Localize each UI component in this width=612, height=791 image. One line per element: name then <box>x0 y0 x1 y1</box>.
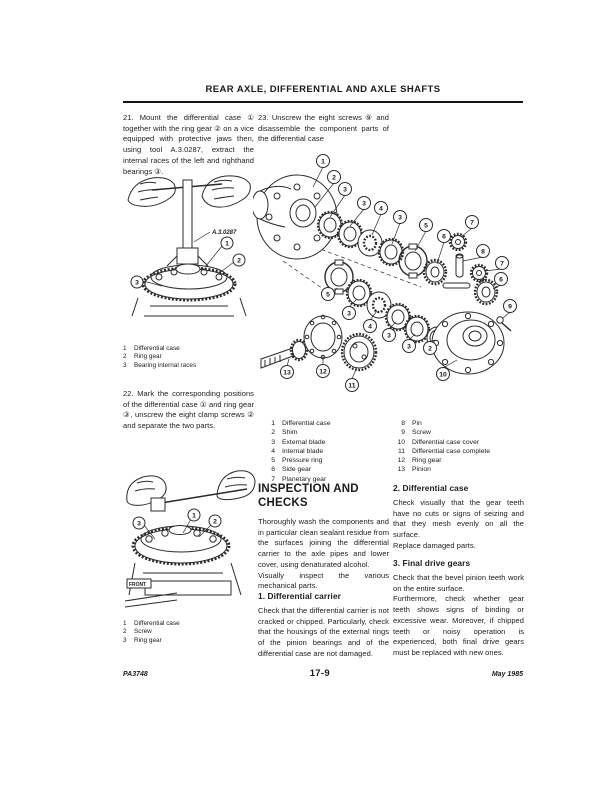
svg-text:2: 2 <box>213 518 217 526</box>
svg-text:7: 7 <box>470 219 474 227</box>
part-pin <box>456 254 463 277</box>
diagram-callout <box>364 320 377 333</box>
publication-date: May 1985 <box>491 671 523 678</box>
inspection-section <box>258 483 389 592</box>
figure1-caption <box>123 345 254 370</box>
page-number: 17-9 <box>309 668 330 679</box>
figure2-caption <box>123 620 254 645</box>
diagram-callout <box>466 216 479 229</box>
inspection-heading: INSPECTION AND CHECKS <box>258 483 359 509</box>
parts-row: 10 Differential case cover <box>397 438 480 446</box>
parts-row: 9 Screw <box>401 429 431 437</box>
svg-text:3: 3 <box>407 343 411 351</box>
front-label: FRONT <box>129 582 147 588</box>
puller-shaft <box>183 180 192 258</box>
caption-row: 2 Ring gear <box>123 353 162 361</box>
diagram-callout <box>383 329 396 342</box>
diagram-callout <box>317 155 330 168</box>
diagram-callout <box>403 340 416 353</box>
caption-row: 3 Ring gear <box>123 636 162 644</box>
diagram-callout <box>495 273 508 286</box>
step-22-text: 22. Mark the corresponding positions of the differential case ① and ring gear ③, unscrew the eight clamp screws ② and separate the two parts. <box>123 389 254 431</box>
svg-text:3: 3 <box>387 332 391 340</box>
callout-2 <box>233 254 245 266</box>
section-differential-case <box>393 483 524 552</box>
part-ring-gear <box>304 315 342 359</box>
diagram-callout <box>437 368 450 381</box>
diagram-callout <box>322 288 335 301</box>
publication-code: PA3748 <box>123 671 148 678</box>
parts-row: 1 Differential case <box>271 420 331 427</box>
parts-row: 4 Internal blade <box>271 447 324 455</box>
callout-3 <box>133 517 145 529</box>
svg-text:3: 3 <box>135 279 139 287</box>
svg-text:4: 4 <box>368 323 372 331</box>
part-side-gear <box>475 280 497 304</box>
svg-text:2: 2 <box>428 345 432 353</box>
svg-text:1: 1 <box>192 512 196 520</box>
diagram-callout <box>346 379 359 392</box>
diagram-callout <box>358 197 371 210</box>
page-footer <box>123 668 523 679</box>
svg-text:1: 1 <box>321 158 325 166</box>
parts-row: 6 Side gear <box>271 466 312 474</box>
parts-row: 2 Shim <box>271 429 298 437</box>
section-final-drive-gears <box>393 558 524 659</box>
callout-1 <box>188 509 200 521</box>
callout-2 <box>209 515 221 527</box>
svg-text:8: 8 <box>481 248 485 256</box>
parts-list-left <box>262 419 388 484</box>
callout-3 <box>131 276 143 288</box>
svg-text:3: 3 <box>343 186 347 194</box>
caption-row: 3 Bearing internal races <box>123 361 197 369</box>
puller-clamp <box>177 248 198 264</box>
parts-row: 5 Pressure ring <box>271 457 323 465</box>
svg-text:5: 5 <box>424 222 428 230</box>
svg-text:6: 6 <box>499 276 503 284</box>
section-paragraph: Check that the differential carrier is not cracked or chipped. Particularly, check that the housings of the external rings of the pinion bearings and of the differential case are not damaged. <box>258 606 389 658</box>
exploded-diagram-differential <box>253 147 545 415</box>
part-differential-case-complete <box>342 334 376 370</box>
inspection-paragraph: Visually inspect the various mechanical parts. <box>258 570 389 591</box>
header-rule <box>123 101 523 103</box>
caption-row: 1 Differential case <box>123 620 180 627</box>
parts-row: 12 Ring gear <box>397 457 442 465</box>
diagram-callout <box>317 365 330 378</box>
diagram-callout <box>375 202 388 215</box>
svg-text:2: 2 <box>237 257 241 265</box>
svg-text:5: 5 <box>326 291 330 299</box>
tool-code-label: A.3.0287 <box>212 230 237 236</box>
diagram-callout <box>424 342 437 355</box>
part-differential-case-cover <box>432 312 504 374</box>
svg-text:3: 3 <box>362 200 366 208</box>
svg-text:12: 12 <box>319 368 327 376</box>
parts-row: 3 External blade <box>271 438 326 446</box>
section-paragraph: Replace damaged parts. <box>393 540 476 550</box>
svg-text:6: 6 <box>442 233 446 241</box>
section-paragraph: Check visually that the gear teeth have no cuts or signs of seizing and that they mesh evenly on all the surface. <box>393 498 524 540</box>
svg-text:10: 10 <box>439 371 447 379</box>
section-paragraph: Check that the bevel pinion teeth work on the entire surface. <box>393 573 524 593</box>
diagram-callout <box>339 183 352 196</box>
diagram-callout <box>504 300 517 313</box>
diagram-callout <box>496 257 509 270</box>
diagram-callout <box>438 230 451 243</box>
parts-row: 7 Planetary gear <box>271 475 327 483</box>
svg-text:4: 4 <box>379 205 383 213</box>
svg-text:13: 13 <box>283 369 291 377</box>
svg-text:1: 1 <box>225 240 229 248</box>
section-heading: 3. Final drive gears <box>393 558 471 568</box>
svg-text:3: 3 <box>347 310 351 318</box>
page-title: REAR AXLE, DIFFERENTIAL AND AXLE SHAFTS <box>205 84 441 95</box>
part-pressure-ring <box>399 244 427 278</box>
svg-text:3: 3 <box>137 520 141 528</box>
section-paragraph: Furthermore, check whether gear teeth shows signs of binding or excessive wear. Moreover, if chipped teeth or noisy operation is experienced, both final drive gears must be replaced with new ones. <box>393 594 524 657</box>
diagram-callout <box>328 171 341 184</box>
diagram-callout <box>281 366 294 379</box>
callout-1 <box>221 237 233 249</box>
figure-clamp-screws <box>121 443 259 618</box>
part-cross-pin <box>443 283 470 288</box>
svg-text:9: 9 <box>508 303 512 311</box>
section-differential-carrier <box>258 591 389 660</box>
part-planetary-gear <box>450 234 466 250</box>
svg-text:11: 11 <box>348 382 356 390</box>
section-heading: 2. Differential case <box>393 483 469 493</box>
svg-text:3: 3 <box>398 214 402 222</box>
diagram-callout <box>394 211 407 224</box>
diagram-callout <box>420 219 433 232</box>
wrench-socket <box>151 498 165 511</box>
diagram-callout <box>343 307 356 320</box>
parts-list-right <box>392 419 523 475</box>
caption-row: 1 Differential case <box>123 345 180 352</box>
figure-bearing-extraction <box>122 170 256 320</box>
parts-row: 13 Pinion <box>397 466 431 474</box>
parts-row: 8 Pin <box>401 420 422 427</box>
diagram-callout <box>477 245 490 258</box>
svg-text:7: 7 <box>500 260 504 268</box>
svg-text:2: 2 <box>332 174 336 182</box>
parts-row: 11 Differential case complete <box>397 447 491 455</box>
part-internal-blade <box>358 230 382 256</box>
step-23-text: 23. Unscrew the eight screws ⑨ and disassemble the component parts of the differential case <box>258 113 389 144</box>
caption-row: 2 Screw <box>123 628 152 636</box>
part-planetary-gear <box>471 265 487 281</box>
inspection-paragraph: Thoroughly wash the components and in particular clean sealant residue from the surfaces joining the differential carrier to the axle pipes and lower cover, using denaturated alcohol. <box>258 517 389 569</box>
section-heading: 1. Differential carrier <box>258 591 342 601</box>
part-pinion <box>261 340 307 368</box>
step-21-text: 21. Mount the differential case ① together with the ring gear ② on a vice equipped with protective jaws then, using tool A.3.0287, extract the internal races of the left and righthand bearings ③. <box>123 113 254 176</box>
